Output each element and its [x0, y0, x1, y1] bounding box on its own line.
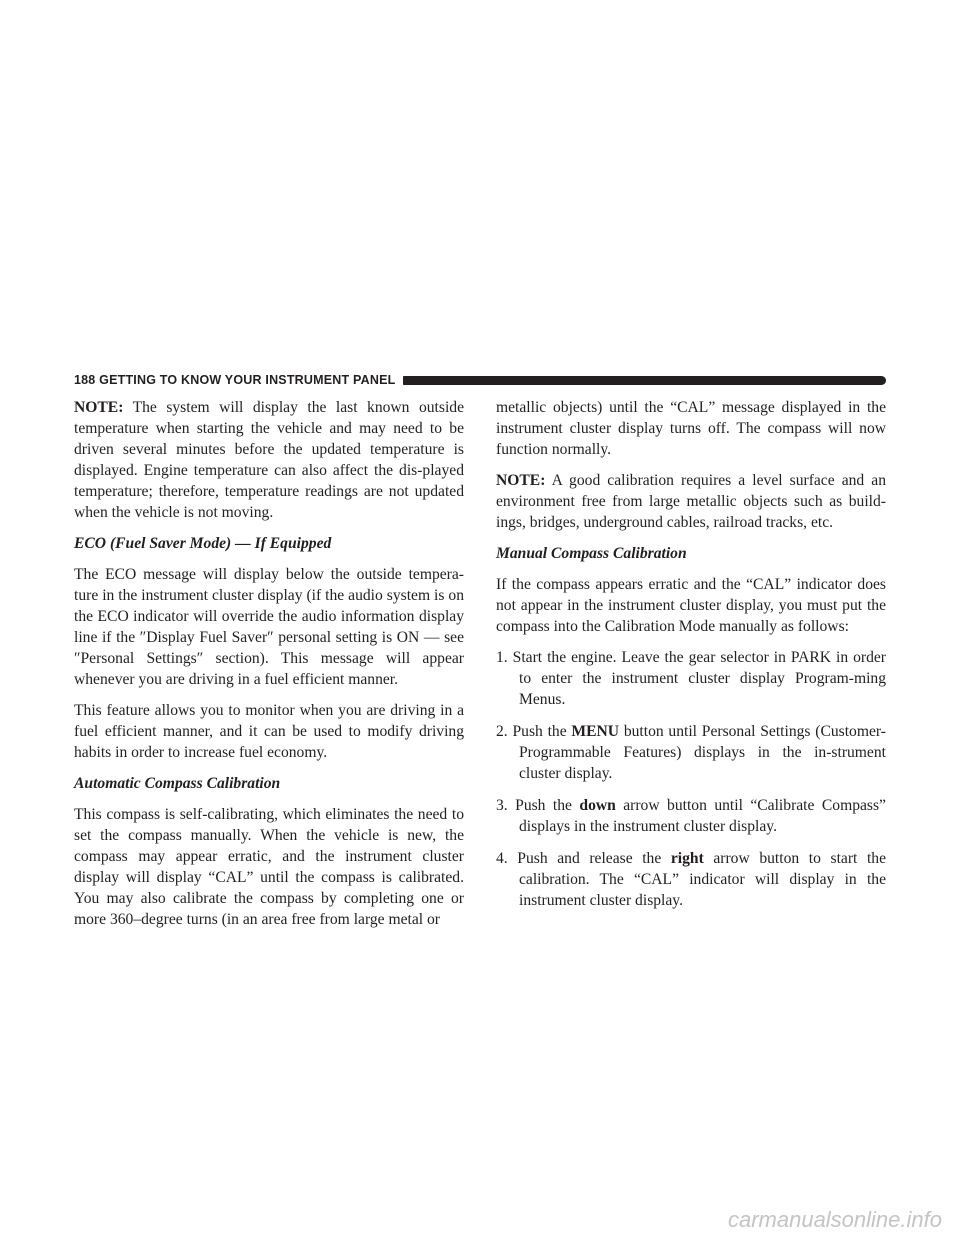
- step-number: 4.: [496, 850, 508, 867]
- step-text: Start the engine. Leave the gear selector in PARK in order to enter the instrument cluster display Program-ming Menus.: [512, 649, 886, 708]
- eco-paragraph-2: This feature allows you to monitor when you are driving in a fuel efficient manner, and it can be used to modify driving habits in order to increase fuel economy.: [74, 702, 464, 761]
- manual-calibration-heading: Manual Compass Calibration: [496, 545, 687, 562]
- auto-calibration-paragraph: This compass is self-calibrating, which eliminates the need to set the compass manually. When the vehicle is new, the compass may appear erratic, and the instrument cluster display will display “CAL” until the compass is calibrated. You may also calibrate the compass by completing one or more 360–degree turns (in an area free from large metal or: [74, 806, 464, 928]
- page-number: 188: [74, 373, 96, 387]
- step-keyword: MENU: [571, 723, 620, 740]
- right-column: [496, 397, 886, 922]
- step-2: [496, 721, 886, 784]
- step-keyword: down: [579, 797, 616, 814]
- step-text-post: button until Personal Settings (Customer-Programmable Features) displays in the in-strument cluster display.: [519, 723, 886, 782]
- step-1: [496, 647, 886, 710]
- auto-calibration-heading: Automatic Compass Calibration: [74, 775, 281, 792]
- page-header-text: [74, 373, 395, 387]
- step-text-post: arrow button until “Calibrate Compass” displays in the instrument cluster display.: [519, 797, 886, 835]
- manual-calibration-paragraph: If the compass appears erratic and the “CAL” indicator does not appear in the instrument cluster display, you must put the compass into the Calibration Mode manually as follows:: [496, 576, 886, 635]
- note-label-2: NOTE:: [496, 472, 546, 489]
- step-text-pre: Push and release the: [517, 850, 662, 867]
- page-header: [74, 372, 886, 388]
- note-paragraph: [74, 397, 464, 523]
- note-paragraph-2: [496, 470, 886, 533]
- auto-calibration-continued: metallic objects) until the “CAL” message displayed in the instrument cluster display turns off. The compass will now function normally.: [496, 399, 886, 458]
- eco-paragraph-1: The ECO message will display below the outside tempera-ture in the instrument cluster display (if the audio system is on the ECO indicator will override the audio information display line if the ″Display Fuel Saver″ personal setting is ON — see ″Personal Settings″ section). This message will appear whenever you are driving in a fuel efficient manner.: [74, 566, 464, 688]
- note-label: NOTE:: [74, 399, 124, 416]
- left-column: [74, 397, 464, 940]
- header-rule: [403, 376, 886, 385]
- step-text-pre: Push the: [512, 723, 567, 740]
- step-keyword: right: [670, 850, 704, 867]
- step-number: 2.: [496, 723, 508, 740]
- step-4: [496, 848, 886, 911]
- step-3: [496, 795, 886, 837]
- step-text-post: arrow button to start the calibration. The “CAL” indicator will display in the instrument cluster display.: [519, 850, 886, 909]
- eco-heading: ECO (Fuel Saver Mode) — If Equipped: [74, 535, 332, 552]
- note-text-2: A good calibration requires a level surface and an environment free from large metallic objects such as build-ings, bridges, underground cables, railroad tracks, etc.: [496, 472, 886, 531]
- section-title: GETTING TO KNOW YOUR INSTRUMENT PANEL: [99, 373, 396, 387]
- step-number: 3.: [496, 797, 508, 814]
- watermark: carmanualsonline.info: [727, 1207, 942, 1232]
- step-text-pre: Push the: [515, 797, 572, 814]
- step-number: 1.: [496, 649, 508, 666]
- note-text: The system will display the last known outside temperature when starting the vehicle and may need to be driven several minutes before the updated temperature is displayed. Engine temperature can also affect the dis-played temperature; therefore, temperature readings are not updated when the vehicle is not moving.: [74, 399, 464, 521]
